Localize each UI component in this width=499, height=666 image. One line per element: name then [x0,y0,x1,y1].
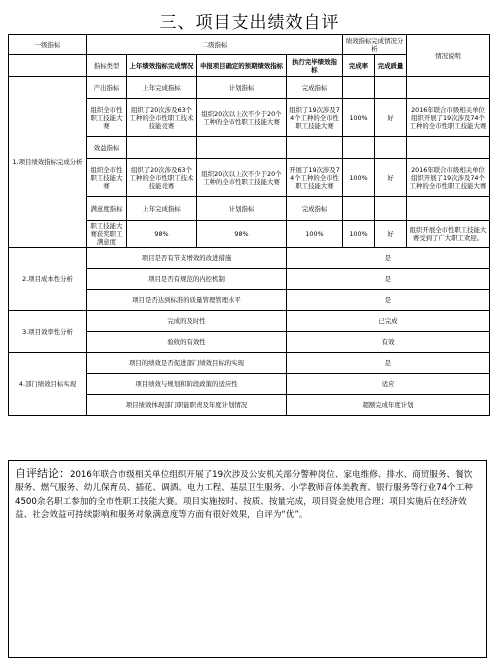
cell-rate [343,77,375,99]
cell-actual: 完成指标 [287,77,343,99]
cell-last: 组织了20次涉及63个工种的全市性职工技术技能竞赛 [127,99,197,137]
cell-value: 是 [287,248,490,269]
cell-note: 组织开展全市性职工技能大赛受到了广大职工欢迎。 [407,221,490,248]
header-actual: 执行完毕绩效指标 [287,55,343,77]
table-row [9,311,490,332]
header-last-year: 上年绩效指标完成情况 [127,55,197,77]
cell-actual: 开展了19次涉及74个工种的全市性职工技能大赛 [287,159,343,197]
header-level1: 一级指标 [9,35,87,55]
conclusion-box [8,460,487,658]
cell-type: 组织全市性职工技能大赛 [87,159,127,197]
cell-rate: 100% [343,221,375,248]
cell-note [407,137,490,159]
cell-plan [197,137,287,159]
cell-rate: 100% [343,99,375,137]
cell-value: 适应 [287,374,490,395]
cell-type: 产出指标 [87,77,127,99]
cell-quality: 好 [375,159,407,197]
cell-rate [343,137,375,159]
header-blank [9,55,87,77]
cell-type: 效益指标 [87,137,127,159]
cell-actual [287,137,343,159]
cell-value: 是 [287,353,490,374]
evaluation-table [8,34,490,416]
header-notes: 情况说明 [407,35,490,77]
cell-value: 已完成 [287,311,490,332]
cell-item: 项目绩效与规划和阶段政策的适应性 [87,374,287,395]
cell-quality [375,77,407,99]
table-row [9,353,490,374]
cell-note [407,197,490,221]
cell-plan: 计划指标 [197,77,287,99]
header-level2: 二级指标 [87,35,343,55]
cell-item: 项目绩效体现部门职能职责及年度计划情况 [87,395,287,416]
cell-type: 组织全市性职工技能大赛 [87,99,127,137]
cell-type: 职工技能大赛获奖职工满意度 [87,221,127,248]
cell-item: 项目是否有规范的内控机制 [87,269,287,290]
cell-item: 项目是否有节支增效的改进措施 [87,248,287,269]
cell-rate [343,197,375,221]
cell-note [407,77,490,99]
cell-quality [375,137,407,159]
cell-quality [375,197,407,221]
cell-actual: 100% [287,221,343,248]
cell-value: 有效 [287,332,490,353]
conclusion-label: 自评结论： [15,467,70,480]
section4-label: 4.部门绩效目标实现 [9,353,87,416]
cell-last: 上年完成指标 [127,197,197,221]
table-row [9,248,490,269]
cell-rate: 100% [343,159,375,197]
header-plan: 申报项目确定的预期绩效指标 [197,55,287,77]
section3-label: 3.项目效率性分析 [9,311,87,353]
cell-item: 完成的及时性 [87,311,287,332]
cell-last: 98% [127,221,197,248]
cell-type: 满意度指标 [87,197,127,221]
cell-item: 验收的有效性 [87,332,287,353]
cell-plan: 组织20次以上次不少于20个工种的全市性职工技能大赛 [197,99,287,137]
cell-actual: 组织了19次涉及74个工种的全市性职工技能大赛 [287,99,343,137]
cell-quality: 好 [375,221,407,248]
header-indicator-type: 指标类型 [87,55,127,77]
cell-value: 超额完成年度计划 [287,395,490,416]
cell-quality: 好 [375,99,407,137]
cell-item: 项目是否达到标准的质量管理管理水平 [87,290,287,311]
cell-value: 是 [287,269,490,290]
conclusion-text: 2016年联合市级相关单位组织开展了19次涉及公安机关部分警种岗位、家电维修、排水、商贸服务、餐饮服务、燃气服务、幼儿保育员、插花、调酒、电力工程、基层卫生服务、小学教师音体美教育、银行服务等行业74个工种4500余名职工参加的全市性职工技能大赛。项目实施按时、按质、按量完成，项目资金使用合理；项目实施后在经济效益、社会效益可持续影响和服务对象满意度等方面有很好效果，自评为“优”。 [15,470,473,520]
cell-last: 组织了20次涉及63个工种的全市性职工技术技能竞赛 [127,159,197,197]
header-analysis: 绩效指标完成情况分析 [343,35,407,55]
cell-value: 是 [287,290,490,311]
cell-plan: 98% [197,221,287,248]
cell-item: 项目的绩效是否促进部门绩效目标的实现 [87,353,287,374]
header-rate: 完成率 [343,55,375,77]
section2-label: 2.项目成本性分析 [9,248,87,311]
cell-note: 2016年联合市级相关单位组织开展了19次涉及74个工种的全市性职工技能大赛 [407,159,490,197]
section1-label: 1.项目绩效指标完成分析 [9,77,87,248]
page-title: 三、项目支出绩效自评 [159,13,340,33]
header-quality: 完成质量 [375,55,407,77]
cell-actual: 完成指标 [287,197,343,221]
cell-last [127,137,197,159]
cell-plan: 计划指标 [197,197,287,221]
table-row [9,77,490,99]
cell-plan: 组织20次以上次不少于20个工种的全市性职工技能大赛 [197,159,287,197]
cell-note: 2016年联合市级相关单位组织开展了19次涉及74个工种的全市性职工技能大赛 [407,99,490,137]
cell-last: 上年完成指标 [127,77,197,99]
